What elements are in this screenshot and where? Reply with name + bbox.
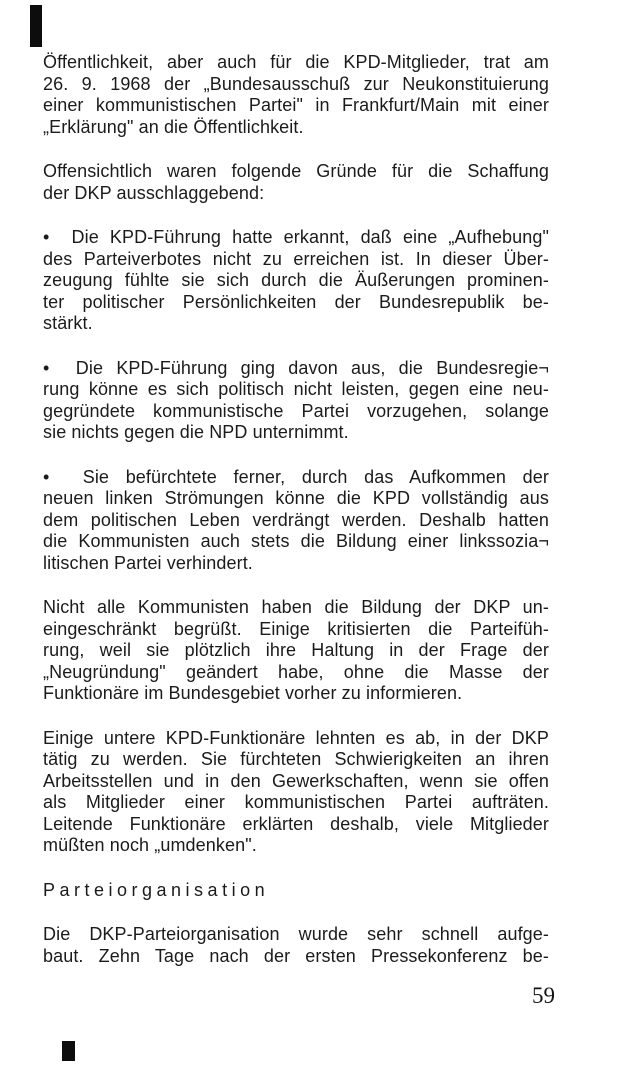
page-text xyxy=(43,52,549,990)
text-line: • Die KPD-Führung hatte erkannt, daß eine „Aufhebung" xyxy=(43,227,549,247)
scan-artifact-top-left xyxy=(30,5,42,47)
scan-artifact-bottom-left xyxy=(62,1041,75,1061)
text-line: Leitende Funktionäre erklärten deshalb, viele Mitglieder xyxy=(43,813,549,834)
text-line: die Kommunisten auch stets die Bildung einer linkssozia¬ xyxy=(43,531,549,551)
text-line: Einige untere KPD-Funktionäre lehnten es ab, in der DKP xyxy=(43,727,549,748)
text-line: zeugung fühlte sie sich durch die Äußerungen prominen- xyxy=(43,270,549,290)
paragraph xyxy=(43,597,549,705)
text-line: eingeschränkt begrüßt. Einige kritisierten die Parteifüh- xyxy=(43,618,549,639)
text-line: Die DKP-Parteiorganisation wurde sehr schnell aufge- xyxy=(43,924,549,944)
text-line: rung, weil sie plötzlich ihre Haltung in der Frage der xyxy=(43,640,549,660)
bullet-paragraph xyxy=(43,467,549,575)
bullet-paragraph xyxy=(43,358,549,444)
text-line: Funktionäre im Bundesgebiet vorher zu informieren. xyxy=(43,683,463,703)
paragraph xyxy=(43,52,549,138)
text-line: des Parteiverbotes nicht zu erreichen ist. In dieser Über- xyxy=(43,248,549,269)
text-line: Nicht alle Kommunisten haben die Bildung der DKP un- xyxy=(43,597,549,617)
text-line: müßten noch „umdenken". xyxy=(43,835,257,855)
text-line: Arbeitsstellen und in den Gewerkschaften, wenn sie offen xyxy=(43,770,549,791)
text-line: der DKP ausschlaggebend: xyxy=(43,182,265,203)
text-line: als Mitglieder einer kommunistischen Partei aufträten. xyxy=(43,792,549,812)
text-line: „Erklärung" an die Öffentlichkeit. xyxy=(43,116,304,137)
text-line: tätig zu werden. Sie fürchteten Schwierigkeiten an ihren xyxy=(43,749,549,769)
text-line: • Sie befürchtete ferner, durch das Aufkommen der xyxy=(43,466,549,487)
section-heading: Parteiorganisation xyxy=(43,879,270,900)
paragraph xyxy=(43,161,549,204)
text-line: 26. 9. 1968 der „Bundesausschuß zur Neukonstituierung xyxy=(43,73,549,94)
paragraph xyxy=(43,728,549,857)
text-line: Offensichtlich waren folgende Gründe für die Schaffung xyxy=(43,161,549,181)
text-line: • Die KPD-Führung ging davon aus, die Bundesregie¬ xyxy=(43,357,549,378)
text-line: baut. Zehn Tage nach der ersten Pressekonferenz be- xyxy=(43,945,549,966)
text-line: dem politischen Leben verdrängt werden. Deshalb hatten xyxy=(43,509,549,530)
text-line: sie nichts gegen die NPD unternimmt. xyxy=(43,422,349,442)
text-line: „Neugründung" geändert habe, ohne die Masse der xyxy=(43,661,549,682)
page-number: 59 xyxy=(532,983,555,1008)
text-line: Öffentlichkeit, aber auch für die KPD-Mitglieder, trat am xyxy=(43,52,549,72)
paragraph xyxy=(43,924,549,967)
bullet-paragraph xyxy=(43,227,549,335)
text-line: ter politischer Persönlichkeiten der Bundesrepublik be- xyxy=(43,291,549,312)
text-line: litischen Partei verhindert. xyxy=(43,552,253,573)
text-line: stärkt. xyxy=(43,313,93,333)
text-line: rung könne es sich politisch nicht leisten, gegen eine neu- xyxy=(43,379,549,399)
text-line: einer kommunistischen Partei" in Frankfurt/Main mit einer xyxy=(43,95,549,115)
text-line: neuen linken Strömungen könne die KPD vollständig aus xyxy=(43,488,549,508)
text-line: gegründete kommunistische Partei vorzugehen, solange xyxy=(43,400,549,421)
